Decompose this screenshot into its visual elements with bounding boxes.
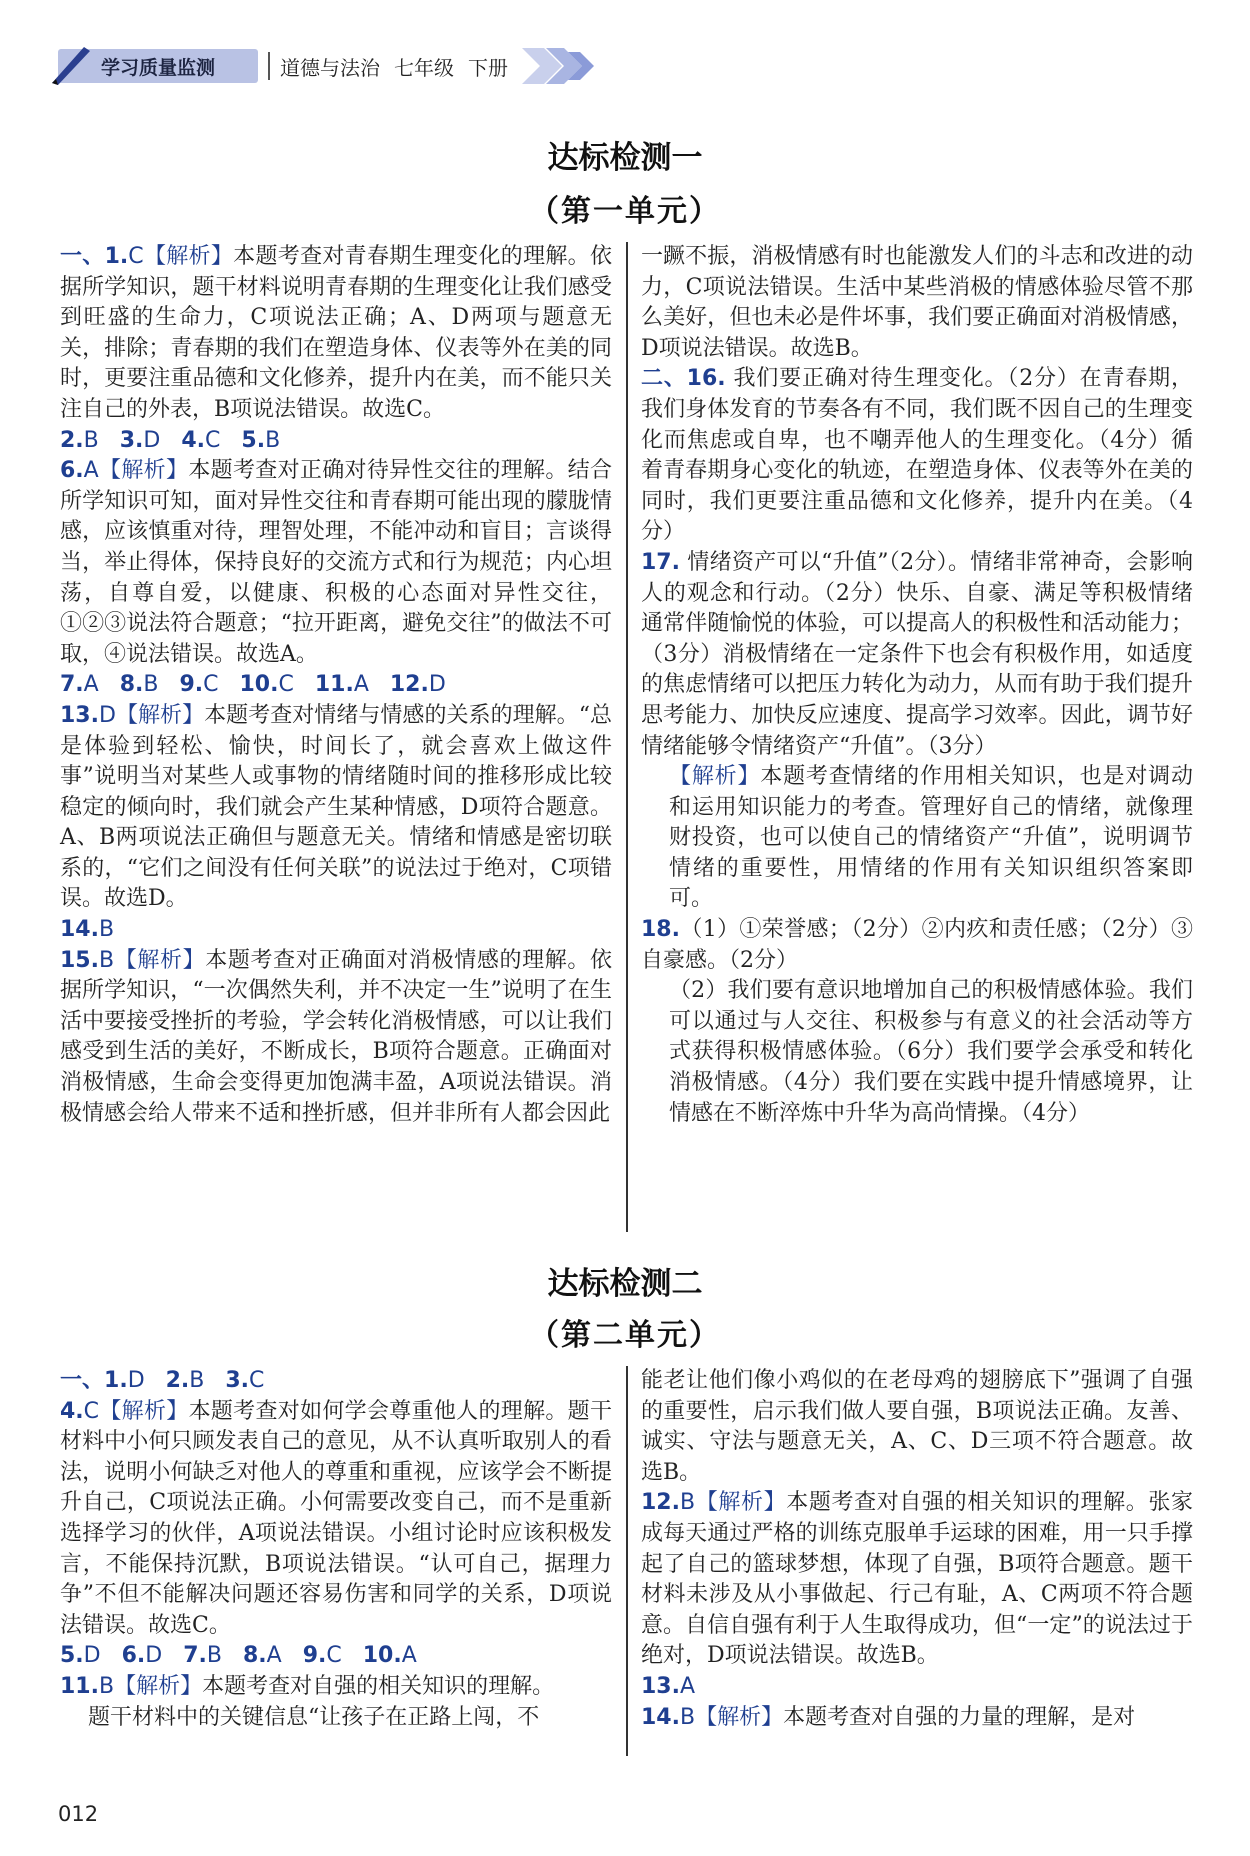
section-2-left-column bbox=[60, 1366, 612, 1733]
subject: 道德与法治 bbox=[280, 55, 380, 80]
answer-item: 17. 情绪资产可以“升值”（2分）。情绪非常神奇，会影响人的观念和行动。（2分）快乐、自豪、满足等积极情绪通常伴随愉悦的体验，可以提高人的积极性和活动能力；（3分）消极情绪在一定条件下也会有积极作用，如适度的焦虑情绪可以把压力转化为动力，从而有助于我们提升思考能力、加快反应速度、提高学习效率。因此，调节好情绪能够令情绪资产“升值”。（3分） bbox=[641, 549, 1193, 759]
section-1-subtitle: （第一单元） bbox=[529, 194, 721, 229]
answer-row: 5.D 6.D 7.B 8.A 9.C 10.A bbox=[60, 1643, 417, 1669]
answer-item: 4.C【解析】本题考查对如何学会尊重他人的理解。题干材料中小何只顾发表自己的意见，从不认真听取别人的看法，说明小何缺乏对他人的尊重和重视，应该学会不断提升自己，C项说法正确。小何需要改变自己，而不是重新选择学习的伙伴，A项说法错误。小组讨论时应该积极发言，不能保持沉默，B项说法错误。“认可自己，据理力争”不但不能解决问题还容易伤害和同学的关系，D项说法错误。故选C。 bbox=[60, 1398, 612, 1638]
header-divider bbox=[268, 52, 270, 80]
answer-item: 6.A【解析】本题考查对正确对待异性交往的理解。结合所学知识可知，面对异性交往和青春期可能出现的朦胧情感，应该慎重对待，理智处理，不能冲动和盲目；言谈得当，举止得体，保持良好的交流方式和行为规范；内心坦荡，自尊自爱，以健康、积极的心态面对异性交往，①②③说法符合题意；“拉开距离，避免交往”的做法不可取，④说法错误。故选A。 bbox=[60, 458, 612, 667]
pen-icon bbox=[46, 39, 96, 89]
section-1-left-column bbox=[60, 242, 612, 1129]
analysis-note: 【解析】本题考查情绪的作用相关知识，也是对调动和运用知识能力的考查。管理好自己的情绪，就像理财投资，也可以使自己的情绪资产“升值”，说明调节情绪的重要性，用情绪的作用有关知识组织答案即可。 bbox=[669, 764, 1193, 912]
answer-row: 一、1.D 2.B 3.C bbox=[60, 1368, 265, 1393]
series-name: 学习质量监测 bbox=[100, 56, 215, 79]
chevrons-decoration-icon bbox=[522, 48, 602, 84]
answer-item: 一、1.C【解析】本题考查对青春期生理变化的理解。依据所学知识，题干材料说明青春期的生理变化让我们感受到旺盛的生命力，C项说法正确；A、D两项与题意无关，排除；青春期的我们在塑造身体、仪表等外在美的同时，更要注重品德和文化修养，提升内在美，而不能只关注自己的外表，B项说法错误。故选C。 bbox=[60, 244, 612, 422]
answer-row: 2.B 3.D 4.C 5.B bbox=[60, 427, 281, 453]
answer-item: 二、16. 我们要正确对待生理变化。（2分）在青春期，我们身体发育的节奏各有不同，我们既不因自己的生理变化而焦虑或自卑，也不嘲弄他人的生理变化。（4分）循着青春期身心变化的轨迹，在塑造身体、仪表等外在美的同时，我们更要注重品德和文化修养，提升内在美。（4分） bbox=[641, 366, 1193, 545]
section-2-right-column bbox=[641, 1366, 1193, 1733]
answer-item: 12.B【解析】本题考查对自强的相关知识的理解。张家成每天通过严格的训练克服单手运球的困难，用一只手撑起了自己的篮球梦想，体现了自强，B项符合题意。题干材料未涉及从小事做起、行己有耻，A、C两项不符合题意。自信自强有利于人生取得成功，但“一定”的说法过于绝对，D项说法错误。故选B。 bbox=[641, 1490, 1193, 1669]
answer-row: 13.A bbox=[641, 1673, 696, 1699]
answer-row: 14.B bbox=[60, 917, 115, 943]
answer-item: 11.B【解析】本题考查对自强的相关知识的理解。 bbox=[60, 1673, 555, 1699]
section-2-subtitle: （第二单元） bbox=[529, 1318, 721, 1353]
page-header bbox=[58, 46, 602, 86]
answer-item: 14.B【解析】本题考查对自强的力量的理解，是对 bbox=[641, 1704, 1136, 1730]
column-divider bbox=[626, 242, 628, 1232]
answer-item: 13.D【解析】本题考查对情绪与情感的关系的理解。“总是体验到轻松、愉快，时间长了，就会喜欢上做这件事”说明当对某些人或事物的情绪随时间的推移形成比较稳定的倾向时，我们就会产生某种情感，D项符合题意。A、B两项说法正确但与题意无关。情绪和情感是密切联系的，“它们之间没有任何关联”的说法过于绝对，C项错误。故选D。 bbox=[60, 702, 612, 912]
page-number: 012 bbox=[58, 1802, 99, 1826]
answer-item: 15.B【解析】本题考查对正确面对消极情感的理解。依据所学知识，“一次偶然失利，并不决定一生”说明了在生活中要接受挫折的考验，学会转化消极情感，可以让我们感受到生活的美好，不断成长，B项符合题意。正确面对消极情感，生命会变得更加饱满丰盈，A项说法错误。消极情感会给人带来不适和挫折感，但并非所有人都会因此 bbox=[60, 947, 612, 1126]
volume: 下册 bbox=[468, 55, 508, 80]
section-1-title: 达标检测一 bbox=[547, 140, 703, 176]
series-badge bbox=[58, 49, 258, 83]
answer-item: 18.（1）①荣誉感；（2分）②内疚和责任感；（2分）③自豪感。（2分） bbox=[641, 917, 1193, 973]
book-info bbox=[280, 52, 508, 81]
answer-continuation: 能老让他们像小鸡似的在老母鸡的翅膀底下”强调了自强的重要性，启示我们做人要自强，B项说法正确。友善、诚实、守法与题意无关，A、C、D三项不符合题意。故选B。 bbox=[641, 1368, 1193, 1485]
grade: 七年级 bbox=[394, 55, 454, 80]
section-1-right-column bbox=[641, 242, 1193, 1129]
column-divider bbox=[626, 1366, 628, 1756]
answer-row: 7.A 8.B 9.C 10.C 11.A 12.D bbox=[60, 672, 446, 698]
section-2-title: 达标检测二 bbox=[547, 1266, 703, 1302]
answer-subitem: 题干材料中的关键信息“让孩子在正路上闯，不 bbox=[88, 1704, 540, 1730]
answer-subitem: （2）我们要有意识地增加自己的积极情感体验。我们可以通过与人交往、积极参与有意义的社会活动等方式获得积极情感体验。（6分）我们要学会承受和转化消极情感。（4分）我们要在实践中提升情感境界，让情感在不断淬炼中升华为高尚情操。（4分） bbox=[669, 978, 1193, 1126]
answer-continuation: 一蹶不振，消极情感有时也能激发人们的斗志和改进的动力，C项说法错误。生活中某些消极的情感体验尽管不那么美好，但也未必是件坏事，我们要正确面对消极情感，D项说法错误。故选B。 bbox=[641, 244, 1193, 361]
